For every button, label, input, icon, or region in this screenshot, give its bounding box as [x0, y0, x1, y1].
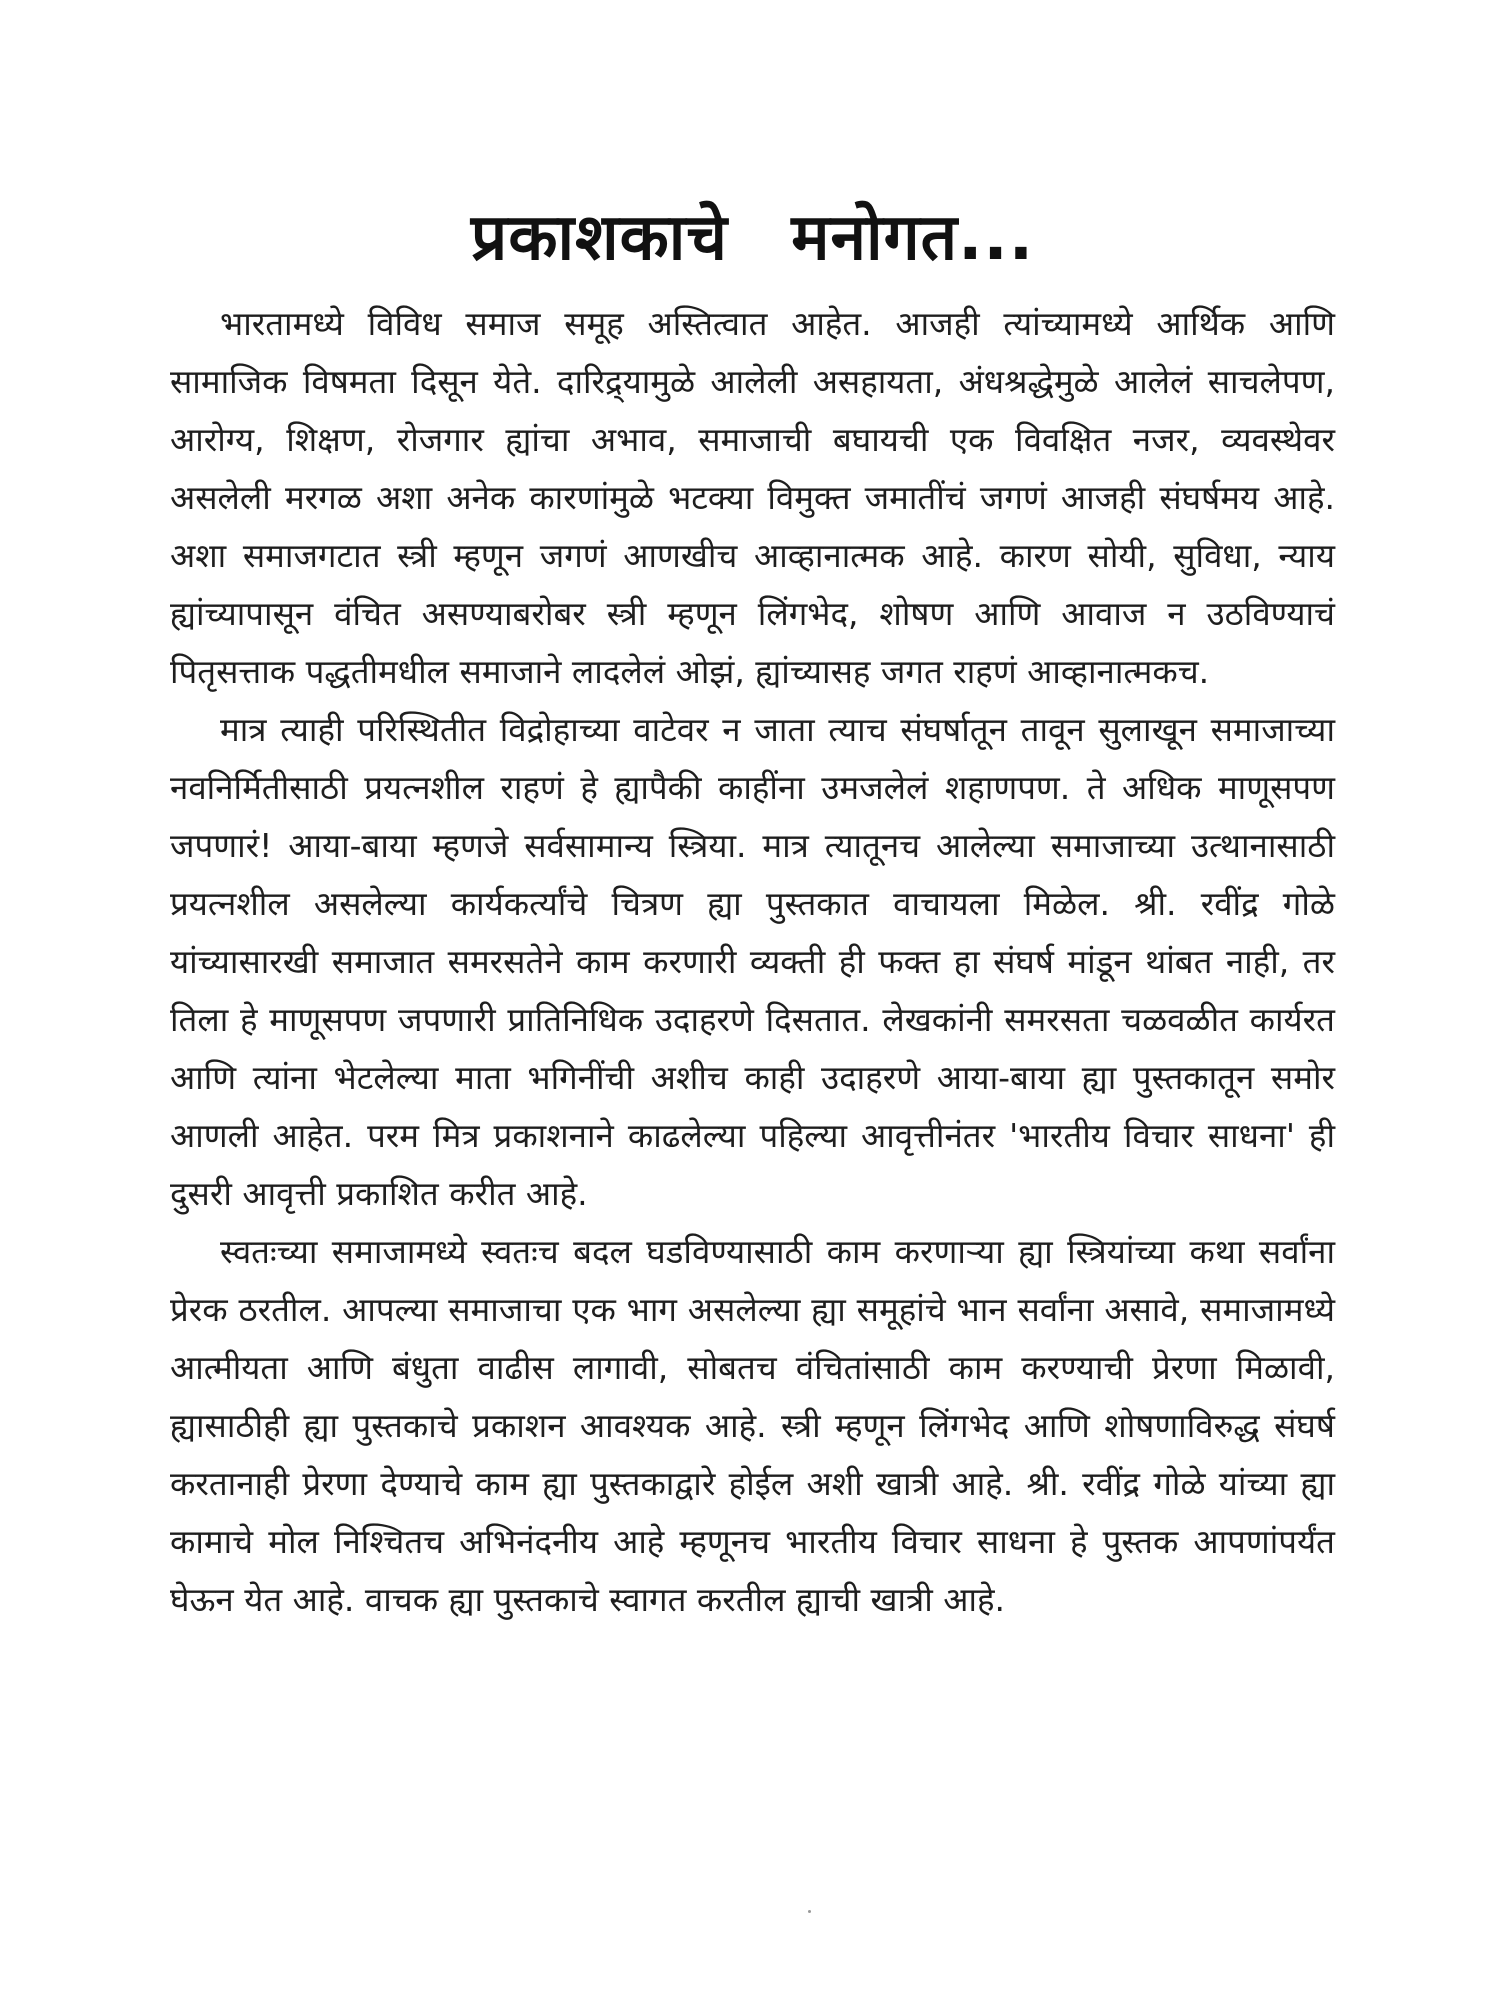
paragraph-2: मात्र त्याही परिस्थितीत विद्रोहाच्या वाटेवर न जाता त्याच संघर्षातून तावून सुलाखून समाजाच्या नवनिर्मितीसाठी प्रयत्नशील राहणं हे ह्यापैकी काहींना उमजलेलं शहाणपण. ते अधिक माणूसपण जपणारं! आया-बाया म्हणजे सर्वसामान्य स्त्रिया. मात्र त्यातूनच आलेल्या समाजाच्या उत्थानासाठी प्रयत्नशील असलेल्या कार्यकर्त्यांचे चित्रण ह्या पुस्तकात वाचायला मिळेल. श्री. रवींद्र गोळे यांच्यासारखी समाजात समरसतेने काम करणारी व्यक्ती ही फक्त हा संघर्ष मांडून थांबत नाही, तर तिला हे माणूसपण जपणारी प्रातिनिधिक उदाहरणे दिसतात. लेखकांनी समरसता चळवळीत कार्यरत आणि त्यांना भेटलेल्या माता भगिनींची अशीच काही उदाहरणे आया-बाया ह्या पुस्तकातून समोर आणली आहेत. परम मित्र प्रकाशनाने काढलेल्या पहिल्या आवृत्तीनंतर 'भारतीय विचार साधना' ही दुसरी आवृत्ती प्रकाशित करीत आहे.	[170, 709, 1335, 1213]
scan-speck	[808, 1910, 811, 1913]
paragraph-1: भारतामध्ये विविध समाज समूह अस्तित्वात आहेत. आजही त्यांच्यामध्ये आर्थिक आणि सामाजिक विषमता दिसून येते. दारिद्र्यामुळे आलेली असहायता, अंधश्रद्धेमुळे आलेलं साचलेपण, आरोग्य, शिक्षण, रोजगार ह्यांचा अभाव, समाजाची बघायची एक विवक्षित नजर, व्यवस्थेवर असलेली मरगळ अशा अनेक कारणांमुळे भटक्या विमुक्त जमातींचं जगणं आजही संघर्षमय आहे. अशा समाजगटात स्त्री म्हणून जगणं आणखीच आव्हानात्मक आहे. कारण सोयी, सुविधा, न्याय ह्यांच्यापासून वंचित असण्याबरोबर स्त्री म्हणून लिंगभेद, शोषण आणि आवाज न उठविण्याचं पितृसत्ताक पद्धतीमधील समाजाने लादलेलं ओझं, ह्यांच्यासह जगत राहणं आव्हानात्मकच.	[170, 303, 1335, 691]
page-title: प्रकाशकाचे मनोगत...	[470, 201, 1035, 275]
paragraph-3: स्वतःच्या समाजामध्ये स्वतःच बदल घडविण्यासाठी काम करणाऱ्या ह्या स्त्रियांच्या कथा सर्वांना प्रेरक ठरतील. आपल्या समाजाचा एक भाग असलेल्या ह्या समूहांचे भान सर्वांना असावे, समाजामध्ये आत्मीयता आणि बंधुता वाढीस लागावी, सोबतच वंचितांसाठी काम करण्याची प्रेरणा मिळावी, ह्यासाठीही ह्या पुस्तकाचे प्रकाशन आवश्यक आहे. स्त्री म्हणून लिंगभेद आणि शोषणाविरुद्ध संघर्ष करतानाही प्रेरणा देण्याचे काम ह्या पुस्तकाद्वारे होईल अशी खात्री आहे. श्री. रवींद्र गोळे यांच्या ह्या कामाचे मोल निश्चितच अभिनंदनीय आहे म्हणूनच भारतीय विचार साधना हे पुस्तक आपणांपर्यंत घेऊन येत आहे. वाचक ह्या पुस्तकाचे स्वागत करतील ह्याची खात्री आहे.	[170, 1231, 1335, 1619]
